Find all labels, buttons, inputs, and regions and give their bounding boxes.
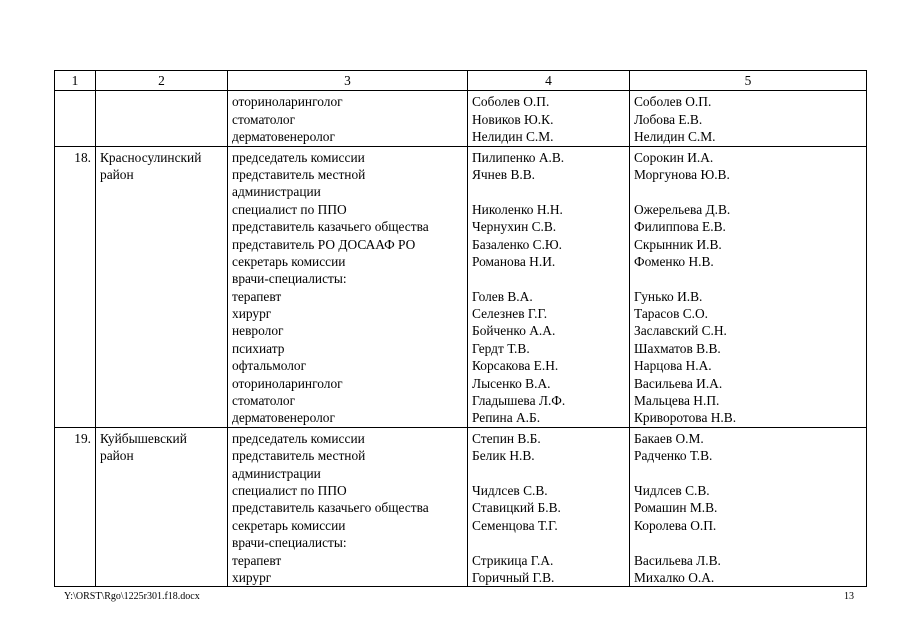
member-name	[472, 270, 625, 287]
reserve-name: Мальцева Н.П.	[634, 393, 720, 409]
member-name: Лысенко В.А.	[472, 375, 551, 391]
role-line: представитель местной	[232, 448, 366, 464]
role-line: врачи-специалисты:	[232, 535, 347, 551]
reserve-name: Гунько И.В.	[634, 288, 703, 304]
reserve-name: Михалко О.А.	[634, 569, 715, 585]
member-name: Репина А.Б.	[472, 410, 541, 426]
reserve-name: Криворотова Н.В.	[634, 410, 737, 426]
role-line: врачи-специалисты:	[232, 271, 347, 287]
member-name: Романова Н.И.	[472, 253, 556, 269]
commission-table	[54, 70, 867, 587]
reserve-name	[634, 270, 862, 287]
reserve-name	[634, 183, 862, 200]
members-cell	[468, 146, 630, 427]
reserve-name: Лобова Е.В.	[634, 111, 703, 127]
reserve-name: Фоменко Н.В.	[634, 253, 714, 269]
role-line: администрации	[232, 465, 321, 481]
role-line: представитель РО ДОСААФ РО	[232, 236, 416, 252]
member-name: Нелидин С.М.	[472, 129, 554, 145]
member-name	[472, 465, 625, 482]
header-row	[55, 71, 867, 91]
member-name: Чернухин С.В.	[472, 219, 557, 235]
role-line: хирург	[232, 569, 272, 585]
role-line: стоматолог	[232, 393, 296, 409]
row-number-cell	[55, 427, 96, 587]
member-name: Семенцова Т.Г.	[472, 517, 558, 533]
reserve-name: Бакаев О.М.	[634, 430, 704, 446]
reserve-name: Ожерельева Д.В.	[634, 201, 731, 217]
role-line: невролог	[232, 323, 284, 339]
member-name: Гладышева Л.Ф.	[472, 393, 566, 409]
reserve-name: Скрынник И.В.	[634, 236, 722, 252]
member-name: Гердт Т.В.	[472, 340, 530, 356]
role-line: председатель комиссии	[232, 430, 365, 446]
table-row	[55, 146, 867, 427]
district-line: Красносулинский	[100, 149, 202, 165]
district-line: район	[100, 448, 134, 464]
role-line: оториноларинголог	[232, 375, 343, 391]
role-line: стоматолог	[232, 111, 296, 127]
header-cell: 5	[630, 71, 867, 91]
member-name: Селезнев Г.Г.	[472, 306, 548, 322]
reserve-name: Васильева И.А.	[634, 375, 723, 391]
reserve-name: Васильева Л.В.	[634, 552, 721, 568]
member-name: Горичный Г.В.	[472, 569, 555, 585]
district-cell	[96, 146, 228, 427]
reserve-name: Заславский С.Н.	[634, 323, 727, 339]
role-line: представитель казачьего общества	[232, 500, 429, 516]
role-line: специалист по ППО	[232, 483, 347, 498]
header-cell: 3	[228, 71, 468, 91]
reserve-cell	[630, 427, 867, 587]
member-name: Николенко Н.Н.	[472, 201, 563, 217]
table-row	[55, 91, 867, 146]
role-line: администрации	[232, 184, 321, 200]
header-cell: 1	[55, 71, 96, 91]
member-name: Базаленко С.Ю.	[472, 236, 563, 252]
role-line: офтальмолог	[232, 358, 307, 374]
reserve-name: Чидлсев С.В.	[634, 483, 710, 498]
role-line: представитель местной	[232, 166, 366, 182]
role-line: специалист по ППО	[232, 201, 347, 217]
reserve-name: Шахматов В.В.	[634, 340, 721, 356]
member-name: Ставицкий Б.В.	[472, 500, 561, 516]
member-name: Пилипенко А.В.	[472, 149, 565, 165]
member-name: Соболев О.П.	[472, 94, 550, 110]
district-cell	[96, 91, 228, 146]
reserve-name: Ромашин М.В.	[634, 500, 718, 516]
footer-page-number: 13	[844, 591, 854, 602]
member-name: Чидлсев С.В.	[472, 483, 548, 498]
row-number-cell	[55, 91, 96, 146]
reserve-name: Филиппова Е.В.	[634, 219, 726, 235]
role-line: хирург	[232, 306, 272, 322]
reserve-name	[634, 534, 862, 551]
reserve-name	[634, 465, 862, 482]
member-name: Корсакова Е.Н.	[472, 358, 559, 374]
reserve-name: Радченко Т.В.	[634, 448, 713, 464]
district-cell	[96, 427, 228, 587]
member-name	[472, 183, 625, 200]
reserve-name: Тарасов С.О.	[634, 306, 709, 322]
reserve-name: Королева О.П.	[634, 517, 717, 533]
roles-cell	[228, 146, 468, 427]
role-line: терапевт	[232, 552, 282, 568]
header-cell: 4	[468, 71, 630, 91]
reserve-name: Нелидин С.М.	[634, 129, 716, 145]
role-line: дерматовенеролог	[232, 129, 335, 145]
role-line: психиатр	[232, 340, 285, 356]
role-line: секретарь комиссии	[232, 253, 346, 269]
member-name	[472, 534, 625, 551]
members-cell	[468, 427, 630, 587]
roles-cell	[228, 91, 468, 146]
reserve-cell	[630, 91, 867, 146]
member-name: Ячнев В.В.	[472, 166, 536, 182]
row-number	[59, 93, 91, 110]
role-line: секретарь комиссии	[232, 517, 346, 533]
member-name: Новиков Ю.К.	[472, 111, 554, 127]
member-name: Белик Н.В.	[472, 448, 535, 464]
district-line: район	[100, 166, 134, 182]
reserve-name: Моргунова Ю.В.	[634, 166, 730, 182]
role-line: председатель комиссии	[232, 149, 365, 165]
member-name: Голев В.А.	[472, 288, 533, 304]
header-cell: 2	[96, 71, 228, 91]
member-name: Стрикица Г.А.	[472, 552, 554, 568]
district-line: Куйбышевский	[100, 430, 187, 446]
reserve-name: Соболев О.П.	[634, 94, 712, 110]
reserve-name: Сорокин И.А.	[634, 149, 714, 165]
member-name: Бойченко А.А.	[472, 323, 556, 339]
row-number: 19.	[74, 430, 91, 446]
role-line: дерматовенеролог	[232, 410, 335, 426]
row-number-cell	[55, 146, 96, 427]
member-name: Степин В.Б.	[472, 430, 541, 446]
footer-file-path: Y:\ORST\Rgo\1225r301.f18.docx	[64, 591, 200, 602]
members-cell	[468, 91, 630, 146]
table-row	[55, 427, 867, 587]
role-line: терапевт	[232, 288, 282, 304]
reserve-cell	[630, 146, 867, 427]
row-number: 18.	[74, 149, 91, 165]
role-line: оториноларинголог	[232, 94, 343, 110]
roles-cell	[228, 427, 468, 587]
role-line: представитель казачьего общества	[232, 219, 429, 235]
reserve-name: Нарцова Н.А.	[634, 358, 712, 374]
